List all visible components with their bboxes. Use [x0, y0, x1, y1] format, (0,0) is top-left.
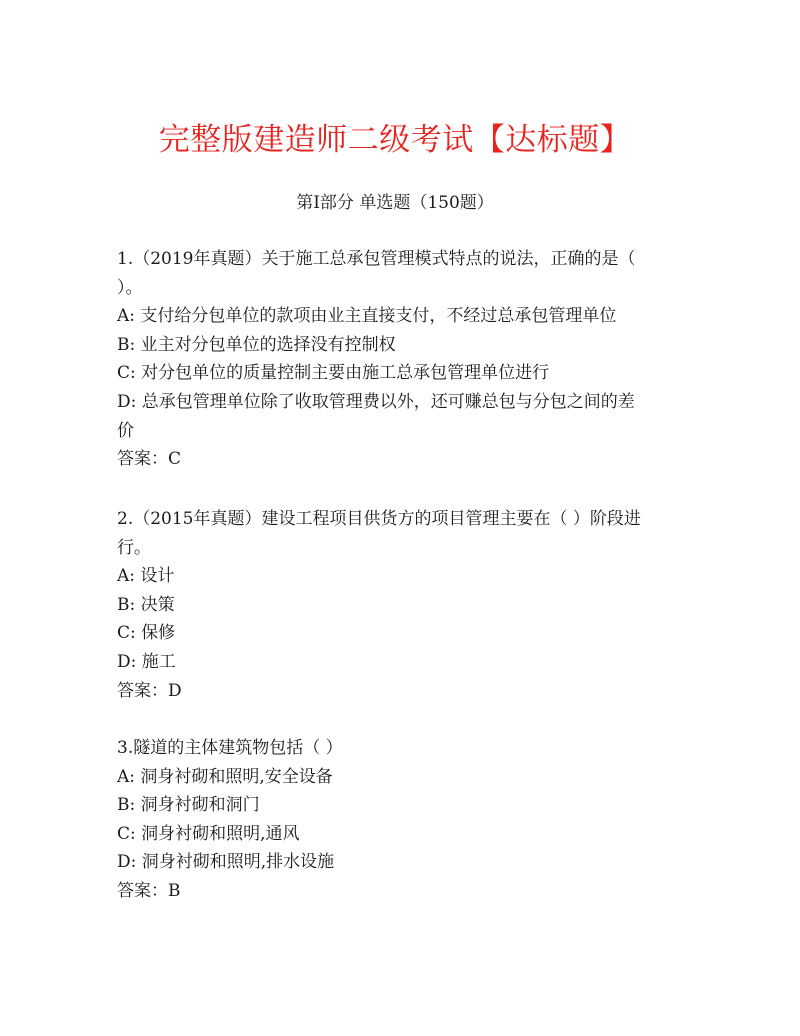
question-1	[117, 245, 697, 474]
option-c: C: 洞身衬砌和照明,通风	[117, 823, 300, 844]
answer: 答案：C	[117, 449, 182, 470]
option-c: C: 对分包单位的质量控制主要由施工总承包管理单位进行	[117, 363, 550, 384]
answer: 答案：D	[117, 680, 182, 701]
question-stem: ）。	[117, 277, 143, 298]
option-b: B: 洞身衬砌和洞门	[117, 795, 260, 816]
option-b: B: 业主对分包单位的选择没有控制权	[117, 334, 396, 355]
question-3	[117, 734, 697, 906]
option-d: D: 总承包管理单位除了收取管理费以外，还可赚总包与分包之间的差	[117, 391, 635, 412]
question-stem: 1.（2019年真题）关于施工总承包管理模式特点的说法，正确的是（	[117, 249, 636, 269]
option-a: A: 洞身衬砌和照明,安全设备	[117, 766, 333, 787]
option-b: B: 决策	[117, 594, 175, 615]
question-2	[117, 505, 697, 705]
section-heading: 第Ⅰ部分 单选题（150题）	[296, 193, 494, 213]
document-title: 完整版建造师二级考试【达标题】	[158, 122, 632, 158]
option-a: A: 设计	[117, 566, 175, 587]
question-stem: 3.隧道的主体建筑物包括（ ）	[117, 738, 343, 758]
question-stem: 2.（2015年真题）建设工程项目供货方的项目管理主要在（ ）阶段进	[117, 509, 641, 529]
option-a: A: 支付给分包单位的款项由业主直接支付，不经过总承包管理单位	[117, 306, 617, 327]
option-d: 价	[117, 420, 134, 441]
option-d: D: 施工	[117, 651, 176, 672]
option-d: D: 洞身衬砌和照明,排水设施	[117, 852, 335, 873]
question-stem: 行。	[117, 537, 151, 558]
answer: 答案：B	[117, 880, 181, 901]
option-c: C: 保修	[117, 623, 176, 644]
